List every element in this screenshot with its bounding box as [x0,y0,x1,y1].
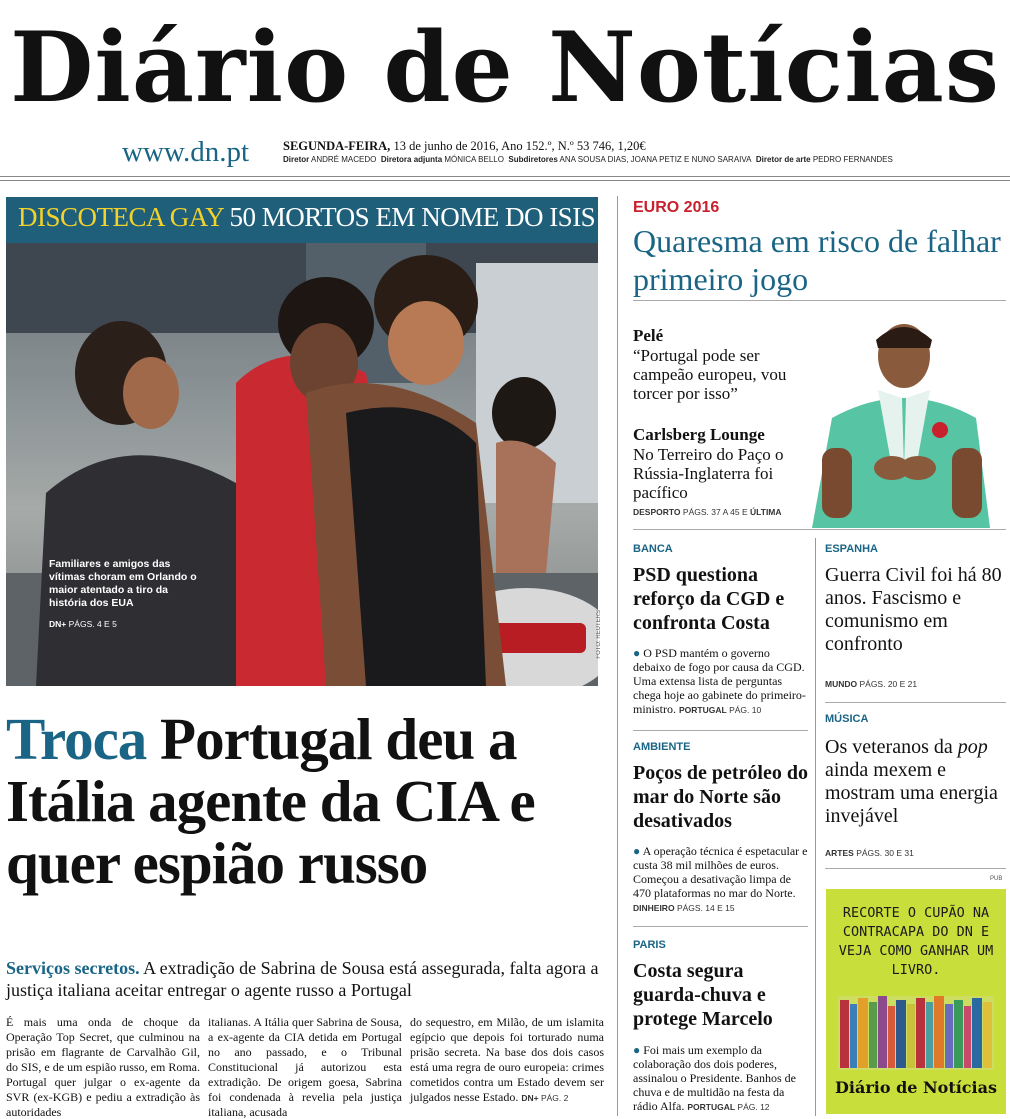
issue-line [283,139,646,154]
books-icon [838,996,994,1070]
main-headline[interactable] [6,708,606,894]
ambiente-headline[interactable]: Poços de petróleo do mar do Norte são desativados [633,762,808,832]
banca-body-text: O PSD mantém o governo debaixo de fogo por causa da CGD. Uma extensa lista de perguntas chega hoje ao gabinete do primeiro-ministro. [633,646,806,716]
promo-credit: PUB [990,876,1003,882]
ref-section: PORTUGAL [679,705,727,715]
ref-section: PORTUGAL [687,1102,736,1112]
lede-text: A extradição de Sabrina de Sousa está assegurada, falta agora a justiça italiana aceitar entregar o agente russo a Portugal [6,958,599,1000]
ref-pages: PÁG. 2 [540,1093,569,1103]
paris-body [633,1043,809,1114]
carlsberg-name: Carlsberg Lounge [633,425,765,444]
bullet-icon: ● [633,1043,641,1057]
photo-page-ref[interactable] [49,619,117,629]
hero-kicker-white: 50 MORTOS EM NOME DO ISIS [229,202,596,232]
musica-headline-b: ainda mexem e mostram uma energia invejável [825,759,998,827]
ref-brand: DN+ [49,619,67,629]
body-column: É mais uma onda de choque da Operação Top Secret, que culminou na prisão em flagrante de Carvalhão Gil, do SIS, e de um espião russo, em Roma. Portugal quer julgar o ex-agente da SVR (ex-KGB) e pediu a extradição às autoridades [6,1015,200,1119]
staff-role: Subdiretores [508,155,558,164]
main-lede [6,957,606,1001]
musica-headline[interactable] [825,736,1005,828]
masthead-title: Diário de Notícias [10,11,1000,124]
ref-brand: DN+ [521,1093,539,1103]
lede-kicker: Serviços secretos. [6,958,140,978]
musica-headline-a: Os veteranos da [825,736,953,758]
main-headline-text: Portugal deu a Itália agente da CIA e quer espião russo [6,706,535,896]
staff-name: ANA SOUSA DIAS, JOANA PETIZ E NUNO SARAIVA [559,155,752,164]
musica-headline-italic: pop [957,736,988,758]
ref-section: ARTES [825,848,854,858]
photo-credit: FOTO: REUTERS [596,610,602,659]
section-label-banca: BANCA [633,543,673,555]
banca-body [633,646,809,717]
staff-name: PEDRO FERNANDES [812,155,893,164]
ref-pages: PÁGS. 30 E 31 [856,848,914,858]
ref-last: ÚLTIMA [750,507,782,517]
section-rule [633,730,808,731]
paris-body-text: Foi mais um exemplo da colaboração dos dois poderes, assinalou o Presidente. Banhos de chuva e de multidão na festa da rádio Alfa. [633,1043,796,1113]
ambiente-body-text: A operação técnica é espetacular e custa 38 mil milhões de euros. Começou a desativação limpa de 470 plataformas no mar do Norte. [633,844,808,900]
column-divider [617,196,618,1116]
hero-kicker[interactable] [18,202,595,233]
quaresma-illustration [812,318,990,528]
body-column: italianas. A Itália quer Sabrina de Sousa, a ex-agente da CIA detida em Portugal no ano passado, e o Tribunal Constitucional já autorizou esta extradição. De origem goesa, Sabrina foi condenada à revelia pela justiça italiana, acusada [208,1015,402,1119]
issue-details: 13 de junho de 2016, Ano 152.º, N.º 53 746, 1,20€ [393,139,646,153]
section-rule [633,529,1006,530]
body-column-text: do sequestro, em Milão, de um islamita egípcio que depois foi torturado numa prisão secreta. Na base dos dois casos está uma regra de ouro europeia: crimes cometidos contra um Estado devem ser julgados nesse Estado. [410,1015,604,1104]
section-label-ambiente: AMBIENTE [633,741,691,753]
ref-pages: PÁGS. 20 E 21 [859,679,918,689]
promo-logo: Diário de Notícias [835,1078,997,1097]
site-url[interactable]: www.dn.pt [122,136,250,168]
issue-weekday: SEGUNDA-FEIRA, [283,139,391,153]
hero-kicker-gold: DISCOTECA GAY [18,202,224,232]
ref-section: DESPORTO [633,507,681,517]
column-divider [815,538,816,1116]
euro-headline[interactable]: Quaresma em risco de falhar primeiro jogo [633,223,1001,297]
ambiente-body [633,844,809,915]
books-illustration [838,996,994,1070]
musica-page-ref[interactable] [825,848,914,858]
staff-name: MÓNICA BELLO [444,155,504,164]
section-label-euro: EURO 2016 [633,199,720,216]
pele-quote[interactable]: “Portugal pode ser campeão europeu, vou torcer por isso” [633,346,787,403]
section-rule [633,926,808,927]
bullet-icon: ● [633,844,641,858]
ref-pages: PÁG. 12 [737,1102,770,1112]
euro-page-ref[interactable] [633,507,782,517]
ref-pages: PÁGS. 4 E 5 [68,619,117,629]
section-label-espanha: ESPANHA [825,543,878,555]
ref-section: DINHEIRO [633,903,675,913]
masthead-rule [0,180,1010,181]
ref-pages: PÁGS. 37 A 45 E [682,507,748,517]
staff-role: Diretor [283,155,310,164]
banca-headline[interactable]: PSD questiona reforço da CGD e confronta Costa [633,564,785,634]
pele-name: Pelé [633,326,664,345]
espanha-page-ref[interactable] [825,679,917,689]
section-rule [633,300,1006,301]
photo-caption: Familiares e amigos das vítimas choram em Orlando o maior atentado a tiro da história dos EUA [49,558,197,609]
bullet-icon: ● [633,646,641,660]
body-column [410,1015,604,1106]
paris-headline[interactable]: Costa segura guarda-chuva e protege Marcelo [633,960,773,1030]
quaresma-photo[interactable] [812,318,990,528]
masthead-rule [0,176,1010,177]
promo-text: RECORTE O CUPÃO NA CONTRACAPA DO DN E VEJA COMO GANHAR UM LIVRO. [838,905,994,978]
carlsberg-text[interactable]: No Terreiro do Paço o Rússia-Inglaterra foi pacífico [633,445,784,502]
staff-name: ANDRÉ MACEDO [311,155,377,164]
ref-section: MUNDO [825,679,858,689]
ref-pages: PÁGS. 14 E 15 [676,903,735,913]
section-label-paris: PARIS [633,939,666,951]
staff-role: Diretor de arte [755,155,811,164]
staff-role: Diretora adjunta [380,155,443,164]
espanha-headline[interactable]: Guerra Civil foi há 80 anos. Fascismo e comunismo em confronto [825,564,1002,655]
section-rule [825,868,1006,869]
staff-line [283,155,893,164]
main-headline-kicker: Troca [6,706,147,772]
section-label-musica: MÚSICA [825,713,869,725]
section-rule [825,702,1006,703]
ref-pages: PÁG. 10 [729,705,762,715]
